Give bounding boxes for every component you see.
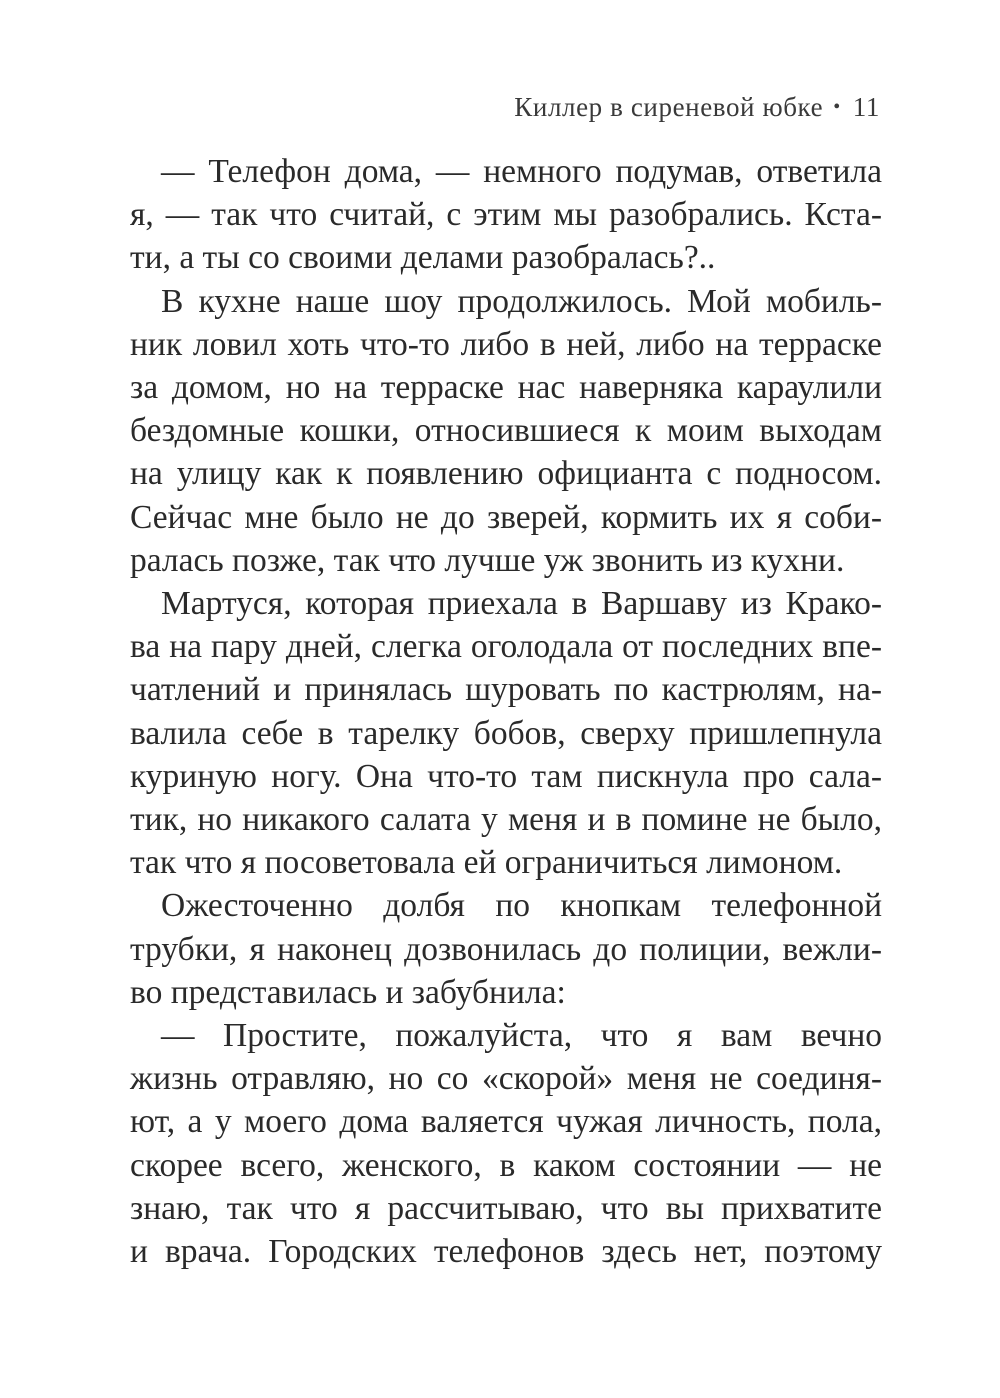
paragraph bbox=[130, 1014, 882, 1273]
book-title: Киллер в сиреневой юбке bbox=[514, 92, 824, 122]
text-line: на улицу как к появлению официанта с подносом. bbox=[130, 455, 882, 493]
text-line: и врача. Городских телефонов здесь нет, поэтому bbox=[130, 1233, 882, 1271]
text-line: ва на пару дней, слегка оголодала от последних впе- bbox=[130, 628, 882, 666]
running-head bbox=[514, 92, 880, 123]
header-separator: • bbox=[833, 96, 841, 118]
text-line: так что я посоветовала ей ограничиться лимоном. bbox=[130, 844, 843, 882]
text-line: валила себе в тарелку бобов, сверху пришлепнула bbox=[130, 714, 882, 752]
paragraph bbox=[130, 150, 882, 280]
text-line: чатлений и принялась шуровать по кастрюлям, на- bbox=[130, 671, 882, 709]
paragraph bbox=[130, 884, 882, 1014]
text-line: ник ловил хоть что-то либо в ней, либо на терраске bbox=[130, 325, 882, 363]
text-body bbox=[130, 150, 882, 1273]
text-line: — Простите, пожалуйста, что я вам вечно bbox=[161, 1017, 882, 1055]
text-line: за домом, но на терраске нас наверняка караулили bbox=[130, 369, 882, 407]
text-line: ралась позже, так что лучше уж звонить из кухни. bbox=[130, 541, 845, 579]
text-line: во представилась и забубнила: bbox=[130, 973, 566, 1011]
text-line: бездомные кошки, относившиеся к моим выходам bbox=[130, 412, 882, 450]
text-line: Ожесточенно долбя по кнопкам телефонной bbox=[161, 887, 882, 925]
text-line: ют, а у моего дома валяется чужая личность, пола, bbox=[130, 1103, 882, 1141]
page-number: 11 bbox=[852, 92, 880, 122]
text-line: я, — так что считай, с этим мы разобрались. Кста- bbox=[130, 196, 882, 234]
text-line: куриную ногу. Она что-то там пискнула про сала- bbox=[130, 757, 882, 795]
text-line: жизнь отравляю, но со «скорой» меня не соединя- bbox=[130, 1060, 882, 1098]
text-line: знаю, так что я рассчитываю, что вы прихватите bbox=[130, 1189, 882, 1227]
text-line: трубки, я наконец дозвонилась до полиции, вежли- bbox=[130, 930, 882, 968]
text-line: тик, но никакого салата у меня и в помине не было, bbox=[130, 801, 882, 839]
text-line: ти, а ты со своими делами разобралась?.. bbox=[130, 239, 716, 277]
text-line: В кухне наше шоу продолжилось. Мой мобиль- bbox=[161, 282, 882, 320]
text-line: скорее всего, женского, в каком состоянии — не bbox=[130, 1146, 882, 1184]
text-line: — Телефон дома, — немного подумав, ответила bbox=[161, 153, 882, 190]
paragraph bbox=[130, 280, 882, 582]
paragraph bbox=[130, 582, 882, 884]
text-line: Мартуся, которая приехала в Варшаву из Крако- bbox=[161, 585, 882, 623]
text-line: Сейчас мне было не до зверей, кормить их я соби- bbox=[130, 498, 882, 536]
